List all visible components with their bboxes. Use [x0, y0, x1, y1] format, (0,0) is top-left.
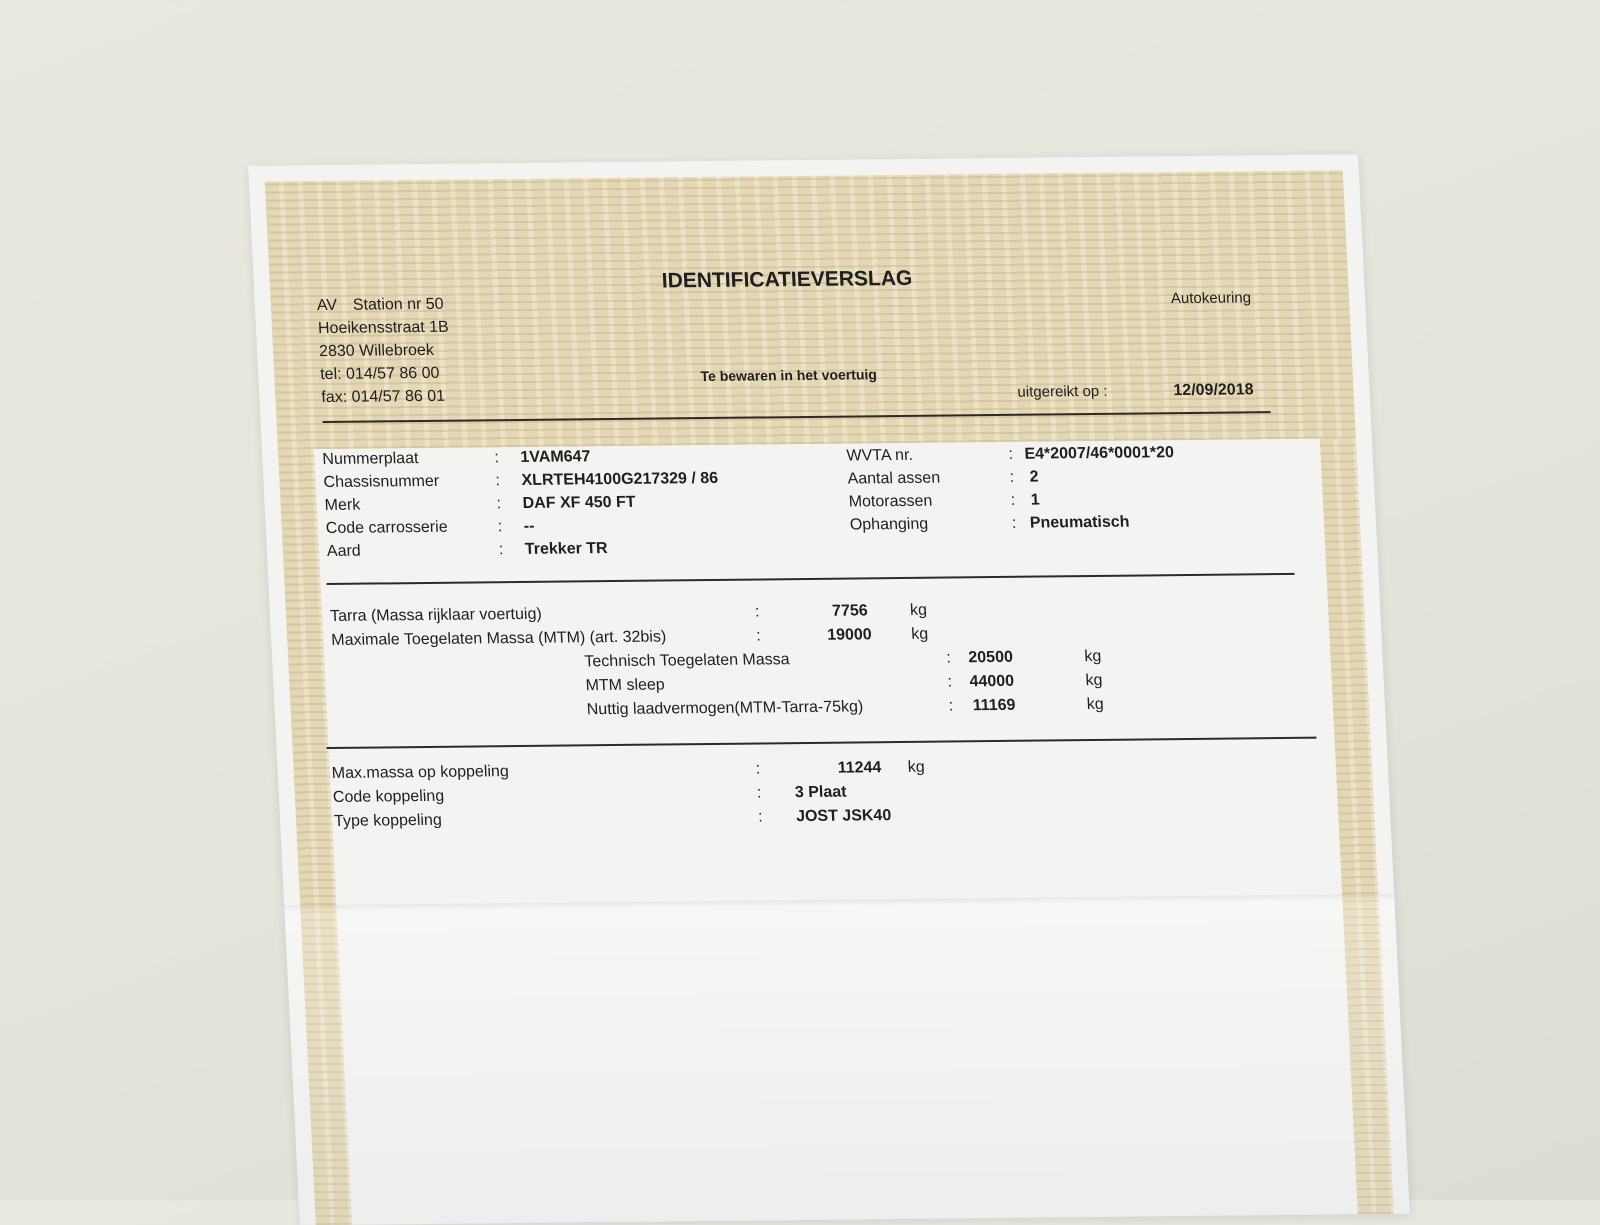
towing-mtm-unit: kg — [1085, 671, 1103, 690]
separator: : — [1009, 468, 1015, 486]
separator: : — [756, 784, 762, 802]
axles-value: 2 — [1029, 468, 1039, 486]
separator: : — [757, 808, 763, 826]
wvta-value: E4*2007/46*0001*20 — [1024, 444, 1175, 463]
coupling-mass-value: 11244 — [837, 759, 882, 777]
separator: : — [496, 495, 502, 513]
station-city: 2830 Willebroek — [318, 341, 435, 361]
station-av: AV — [316, 296, 338, 315]
towing-mtm-label: MTM sleep — [585, 676, 666, 695]
separator: : — [497, 518, 503, 536]
tare-value: 7756 — [831, 602, 869, 620]
separator: : — [495, 472, 501, 490]
mass-divider — [326, 737, 1316, 749]
coupling-type-label: Type koppeling — [333, 811, 443, 830]
towing-mtm-value: 44000 — [969, 672, 1015, 691]
separator: : — [755, 627, 762, 645]
drive-axles-label: Motorassen — [848, 492, 933, 511]
tare-unit: kg — [909, 601, 928, 619]
separator: : — [493, 449, 500, 467]
identification-report-document — [248, 154, 1410, 1225]
mtm-label: Maximale Toegelaten Massa (MTM) (art. 32bis) — [330, 628, 667, 649]
wvta-label: WVTA nr. — [846, 446, 914, 465]
separator: : — [948, 697, 954, 715]
station-fax: fax: 014/57 86 01 — [320, 387, 446, 407]
payload-value: 11169 — [972, 696, 1016, 715]
chassis-label: Chassisnummer — [323, 472, 440, 492]
separator: : — [1008, 445, 1014, 463]
issued-date: 12/09/2018 — [1173, 381, 1254, 400]
security-pattern-left — [278, 449, 352, 1225]
security-pattern-right — [1320, 438, 1394, 1214]
suspension-label: Ophanging — [849, 515, 929, 534]
make-value: DAF XF 450 FT — [522, 493, 636, 512]
separator: : — [1011, 514, 1017, 532]
coupling-code-label: Code koppeling — [332, 787, 445, 806]
station-street: Hoeikensstraat 1B — [317, 318, 450, 338]
drive-axles-value: 1 — [1030, 491, 1041, 509]
brand-autokeuring: Autokeuring — [1170, 289, 1252, 308]
issued-label: uitgereikt op : — [1017, 382, 1108, 401]
coupling-mass-unit: kg — [907, 758, 926, 776]
document-title: IDENTIFICATIEVERSLAG — [661, 266, 913, 293]
keep-in-vehicle-note: Te bewaren in het voertuig — [700, 366, 878, 385]
technical-mass-unit: kg — [1083, 647, 1102, 666]
axles-label: Aantal assen — [847, 469, 941, 488]
separator: : — [945, 649, 952, 667]
technical-mass-value: 20500 — [967, 648, 1014, 667]
technical-mass-label: Technisch Toegelaten Massa — [584, 651, 791, 671]
separator: : — [1010, 491, 1016, 509]
make-label: Merk — [324, 496, 361, 515]
body-code-value: -- — [523, 517, 535, 535]
station-tel: tel: 014/57 86 00 — [319, 364, 440, 384]
tare-label: Tarra (Massa rijklaar voertuig) — [329, 605, 543, 625]
separator: : — [498, 541, 504, 559]
body-code-label: Code carrosserie — [325, 518, 449, 538]
payload-label: Nuttig laadvermogen(MTM-Tarra-75kg) — [586, 698, 864, 719]
coupling-mass-label: Max.massa op koppeling — [331, 763, 510, 782]
vehicle-divider — [326, 573, 1294, 585]
type-label: Aard — [326, 542, 362, 561]
separator: : — [755, 760, 761, 778]
coupling-code-value: 3 Plaat — [794, 783, 847, 802]
separator: : — [947, 673, 953, 691]
payload-unit: kg — [1086, 695, 1105, 714]
type-value: Trekker TR — [524, 540, 609, 558]
mtm-unit: kg — [910, 625, 929, 643]
plate-value: 1VAM647 — [519, 448, 591, 466]
separator: : — [754, 603, 760, 621]
mtm-value: 19000 — [826, 626, 873, 644]
suspension-value: Pneumatisch — [1029, 513, 1130, 532]
coupling-type-value: JOST JSK40 — [795, 807, 892, 826]
station-name: Station nr 50 — [352, 295, 445, 314]
plate-label: Nummerplaat — [322, 450, 419, 469]
chassis-value: XLRTEH4100G217329 / 86 — [521, 469, 719, 489]
